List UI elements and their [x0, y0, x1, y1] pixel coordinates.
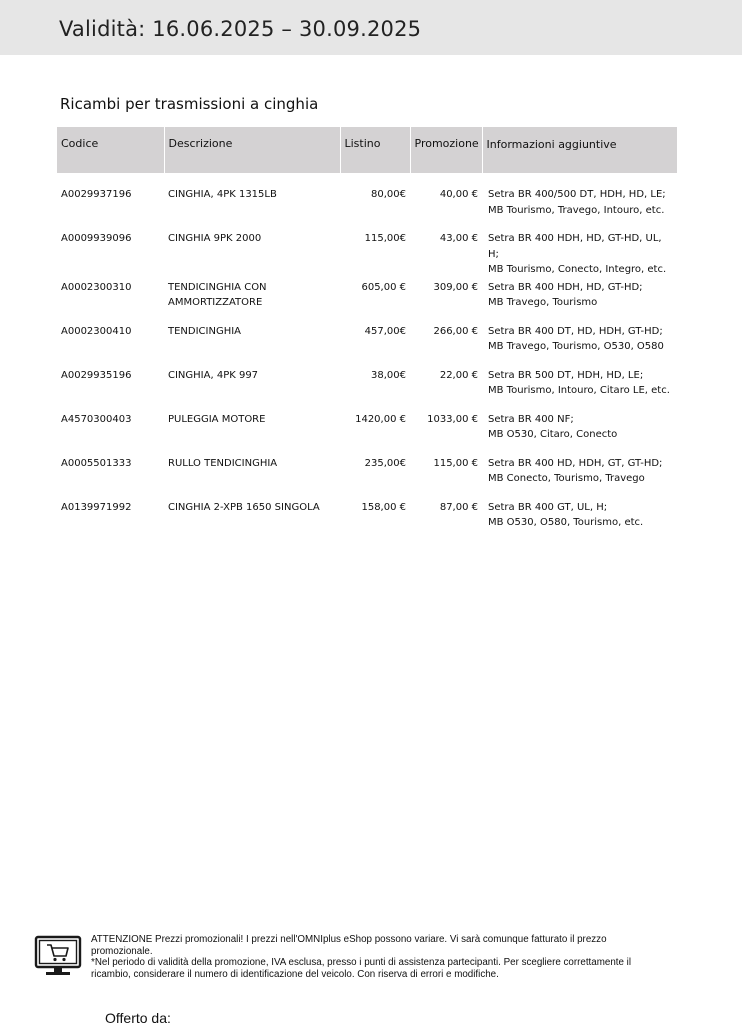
table-row	[57, 498, 677, 542]
table-header-row	[57, 127, 677, 173]
table-row	[57, 229, 677, 278]
notice-attention: ATTENZIONE Prezzi promozionali! I prezzi nell'OMNIplus eShop possono variare. Vi sarà comunque fatturato il prezzo promozionale.	[91, 934, 607, 957]
table-spacer	[57, 173, 677, 185]
cell-list-price: 115,00€	[364, 233, 406, 244]
cell-promotion-price: 87,00 €	[439, 501, 478, 513]
cell-code: A0139971992	[61, 501, 132, 513]
promotion-notice	[91, 934, 651, 980]
cell-additional-info: Setra BR 400 HD, HDH, GT, GT-HD; MB Conecto, Tourismo, Travego	[488, 457, 663, 484]
cell-list-price: 38,00€	[371, 369, 406, 381]
section-title: Ricambi per trasmissioni a cinghia	[60, 95, 319, 113]
cell-code: A4570300403	[61, 413, 132, 425]
cell-additional-info: Setra BR 400 NF; MB O530, Citaro, Conecto	[488, 413, 618, 440]
column-header-additional-info: Informazioni aggiuntive	[482, 127, 677, 173]
table-row	[57, 322, 677, 366]
cell-list-price: 1420,00 €	[355, 413, 406, 425]
cell-additional-info: Setra BR 400/500 DT, HDH, HD, LE; MB Tourismo, Travego, Intouro, etc.	[488, 189, 666, 216]
column-header-description: Descrizione	[164, 127, 340, 173]
table-body	[57, 173, 677, 542]
column-header-code: Codice	[57, 127, 164, 173]
cell-code: A0002300410	[61, 325, 132, 337]
cell-list-price: 605,00 €	[361, 281, 406, 293]
cell-promotion-price: 309,00 €	[433, 281, 478, 293]
cell-list-price: 235,00€	[364, 457, 406, 469]
cell-additional-info: Setra BR 400 HDH, HD, GT-HD, UL, H; MB Tourismo, Conecto, Integro, etc.	[488, 233, 667, 275]
cell-description: TENDICINGHIA CON AMMORTIZZATORE	[168, 281, 267, 308]
table-row	[57, 410, 677, 454]
cell-promotion-price: 266,00 €	[433, 325, 478, 337]
cell-promotion-price: 115,00 €	[433, 457, 478, 469]
cell-description: CINGHIA, 4PK 997	[168, 369, 259, 381]
cell-description: PULEGGIA MOTORE	[168, 413, 266, 425]
cell-description: CINGHIA, 4PK 1315LB	[168, 189, 277, 200]
cell-promotion-price: 43,00 €	[439, 233, 478, 244]
shopping-cart-monitor-icon	[34, 934, 82, 978]
parts-price-table	[57, 127, 677, 542]
cell-additional-info: Setra BR 500 DT, HDH, HD, LE; MB Tourismo, Intouro, Citaro LE, etc.	[488, 369, 670, 396]
cell-code: A0005501333	[61, 457, 132, 469]
cell-promotion-price: 22,00 €	[439, 369, 478, 381]
cell-description: RULLO TENDICINGHIA	[168, 457, 278, 469]
cell-additional-info: Setra BR 400 GT, UL, H; MB O530, O580, Tourismo, etc.	[488, 501, 644, 528]
table-row	[57, 366, 677, 410]
cell-list-price: 158,00 €	[361, 501, 406, 513]
table-row	[57, 454, 677, 498]
cell-promotion-price: 40,00 €	[439, 189, 478, 200]
notice-disclaimer: *Nel periodo di validità della promozione, IVA esclusa, presso i punti di assistenza partecipanti. Per scegliere correttamente il ricambio, considerare il numero di identificazione del veicolo. Con riserva di errori e modifiche.	[91, 957, 632, 980]
cell-description: TENDICINGHIA	[168, 325, 242, 337]
table-row	[57, 278, 677, 322]
table-row	[57, 185, 677, 229]
cell-additional-info: Setra BR 400 HDH, HD, GT-HD; MB Travego, Tourismo	[488, 281, 643, 308]
cell-code: A0002300310	[61, 281, 132, 293]
validity-dates: Validità: 16.06.2025 – 30.09.2025	[59, 17, 422, 41]
cell-description: CINGHIA 2-XPB 1650 SINGOLA	[168, 501, 320, 513]
cell-description: CINGHIA 9PK 2000	[168, 233, 262, 244]
cell-list-price: 80,00€	[371, 189, 406, 200]
cell-additional-info: Setra BR 400 DT, HD, HDH, GT-HD; MB Travego, Tourismo, O530, O580	[488, 325, 664, 352]
cell-list-price: 457,00€	[364, 325, 406, 337]
cell-code: A0029935196	[61, 369, 132, 381]
cell-code: A0009939096	[61, 233, 132, 244]
offered-by-label: Offerto da:	[105, 1010, 171, 1026]
column-header-list-price: Listino	[340, 127, 410, 173]
cell-promotion-price: 1033,00 €	[427, 413, 478, 425]
cell-code: A0029937196	[61, 189, 132, 200]
column-header-promotion: Promozione	[410, 127, 482, 173]
